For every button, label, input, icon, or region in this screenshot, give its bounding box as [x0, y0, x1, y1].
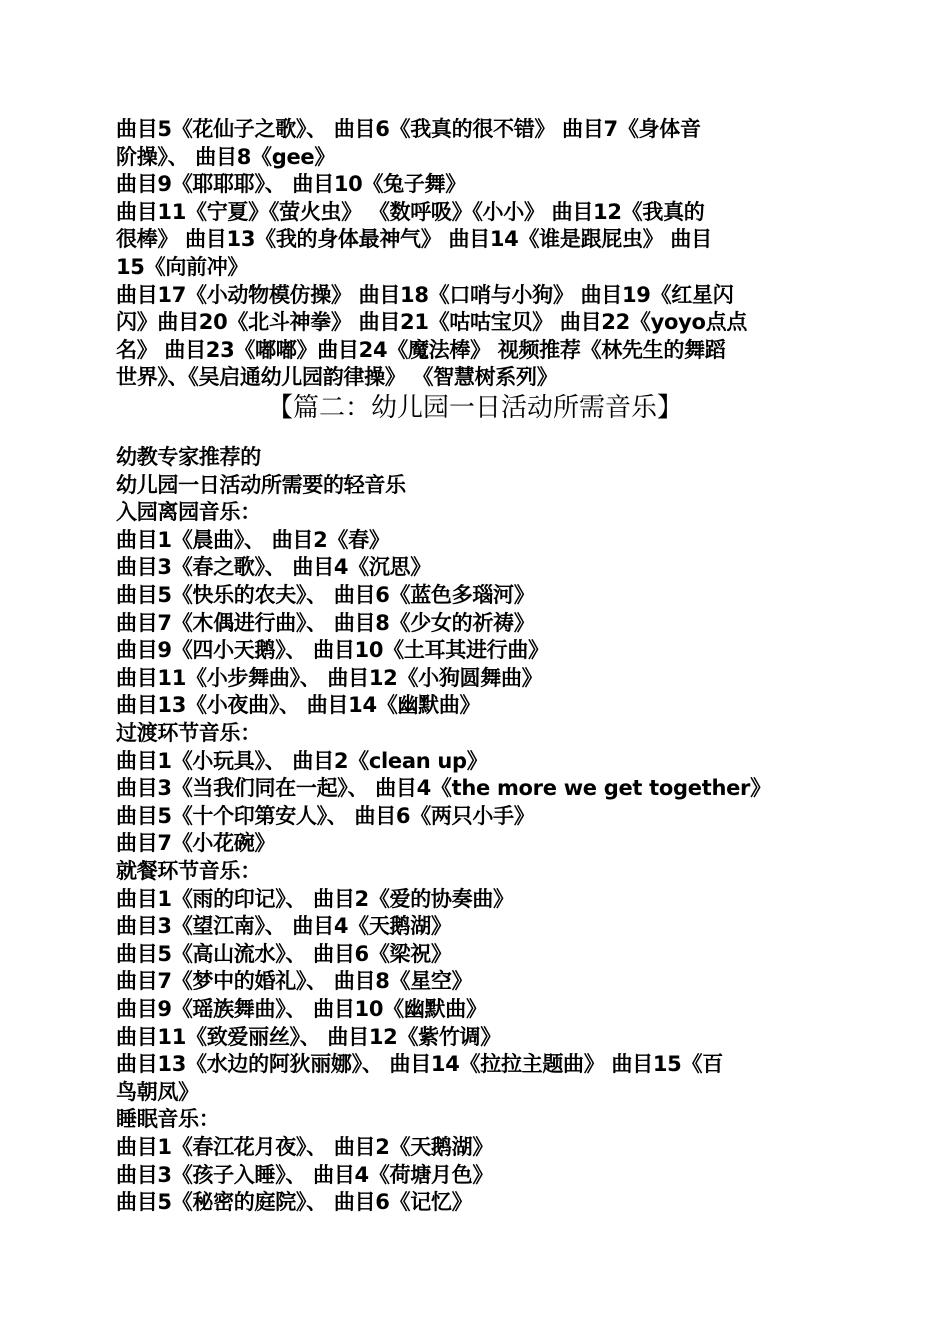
text-line: 世界》、《吴启通幼儿园韵律操》 《智慧树系列》: [116, 365, 558, 390]
text-line: 曲目5《花仙子之歌》、 曲目6《我真的很不错》 曲目7《身体音: [116, 117, 701, 141]
text-line: 闪》曲目20《北斗神拳》 曲目21《咕咕宝贝》 曲目22《yoyo点点: [116, 310, 748, 335]
text-line: 幼儿园一日活动所需要的轻音乐: [116, 472, 406, 497]
text-line: 鸟朝凤》: [116, 1079, 199, 1104]
subheading: 就餐环节音乐：: [116, 859, 261, 883]
text-line: 曲目17《小动物模仿操》 曲目18《口哨与小狗》 曲目19《红星闪: [116, 282, 734, 307]
text-line: 曲目11《小步舞曲》、 曲目12《小狗圆舞曲》: [116, 665, 543, 690]
text-line: 曲目1《雨的印记》、 曲目2《爱的协奏曲》: [116, 886, 514, 911]
text-line: 阶操》、 曲目8《gee》: [116, 144, 336, 169]
text-line: 曲目3《孩子入睡》、 曲目4《荷塘月色》: [116, 1162, 494, 1187]
text-line: 曲目9《四小天鹅》、 曲目10《土耳其进行曲》: [116, 638, 549, 663]
text-line: 幼教专家推荐的: [116, 445, 261, 469]
text-line: 曲目11《致爱丽丝》、 曲目12《紫竹调》: [116, 1024, 501, 1049]
text-line: 曲目7《小花碗》: [116, 831, 276, 856]
subheading: 睡眠音乐：: [116, 1107, 220, 1132]
text-line: 曲目3《望江南》、 曲目4《天鹅湖》: [116, 914, 452, 939]
text-line: 曲目1《春江花月夜》、 曲目2《天鹅湖》: [116, 1135, 494, 1159]
text-line: 曲目7《木偶进行曲》、 曲目8《少女的祈祷》: [116, 610, 535, 635]
subheading: 入园离园音乐：: [116, 500, 261, 525]
text-line: 很棒》 曲目13《我的身体最神气》 曲目14《谁是跟屁虫》 曲目: [116, 227, 712, 252]
text-line: 曲目13《水边的阿狄丽娜》、 曲目14《拉拉主题曲》 曲目15《百: [116, 1052, 723, 1077]
text-line: 曲目13《小夜曲》、 曲目14《幽默曲》: [116, 693, 481, 718]
text-line: 曲目3《当我们同在一起》、 曲目4《the more we get together》: [116, 776, 771, 801]
text-line: 曲目5《高山流水》、 曲目6《梁祝》: [116, 941, 452, 966]
text-line: 曲目5《快乐的农夫》、 曲目6《蓝色多瑙河》: [116, 583, 535, 607]
text-line: 曲目3《春之歌》、 曲目4《沉思》: [116, 555, 431, 580]
subheading: 过渡环节音乐：: [116, 721, 261, 745]
text-line: 曲目1《晨曲》、 曲目2《春》: [116, 527, 390, 552]
section-heading: 【篇二：幼儿园一日活动所需音乐】: [266, 393, 683, 423]
text-line: 15《向前冲》: [116, 255, 249, 279]
text-line: 曲目7《梦中的婚礼》、 曲目8《星空》: [116, 969, 473, 994]
text-line: 曲目9《瑶族舞曲》、 曲目10《幽默曲》: [116, 997, 487, 1021]
text-line: 名》 曲目23《嘟嘟》曲目24《魔法棒》 视频推荐《林先生的舞蹈: [116, 337, 726, 362]
text-line: 曲目5《秘密的庭院》、 曲目6《记忆》: [116, 1190, 473, 1215]
text-line: 曲目5《十个印第安人》、 曲目6《两只小手》: [116, 803, 535, 828]
text-line: 曲目1《小玩具》、 曲目2《clean up》: [116, 748, 488, 773]
text-line: 曲目9《耶耶耶》、 曲目10《兔子舞》: [116, 172, 466, 197]
text-line: 曲目11《宁夏》《萤火虫》 《数呼吸》《小小》 曲目12《我真的: [116, 199, 705, 224]
